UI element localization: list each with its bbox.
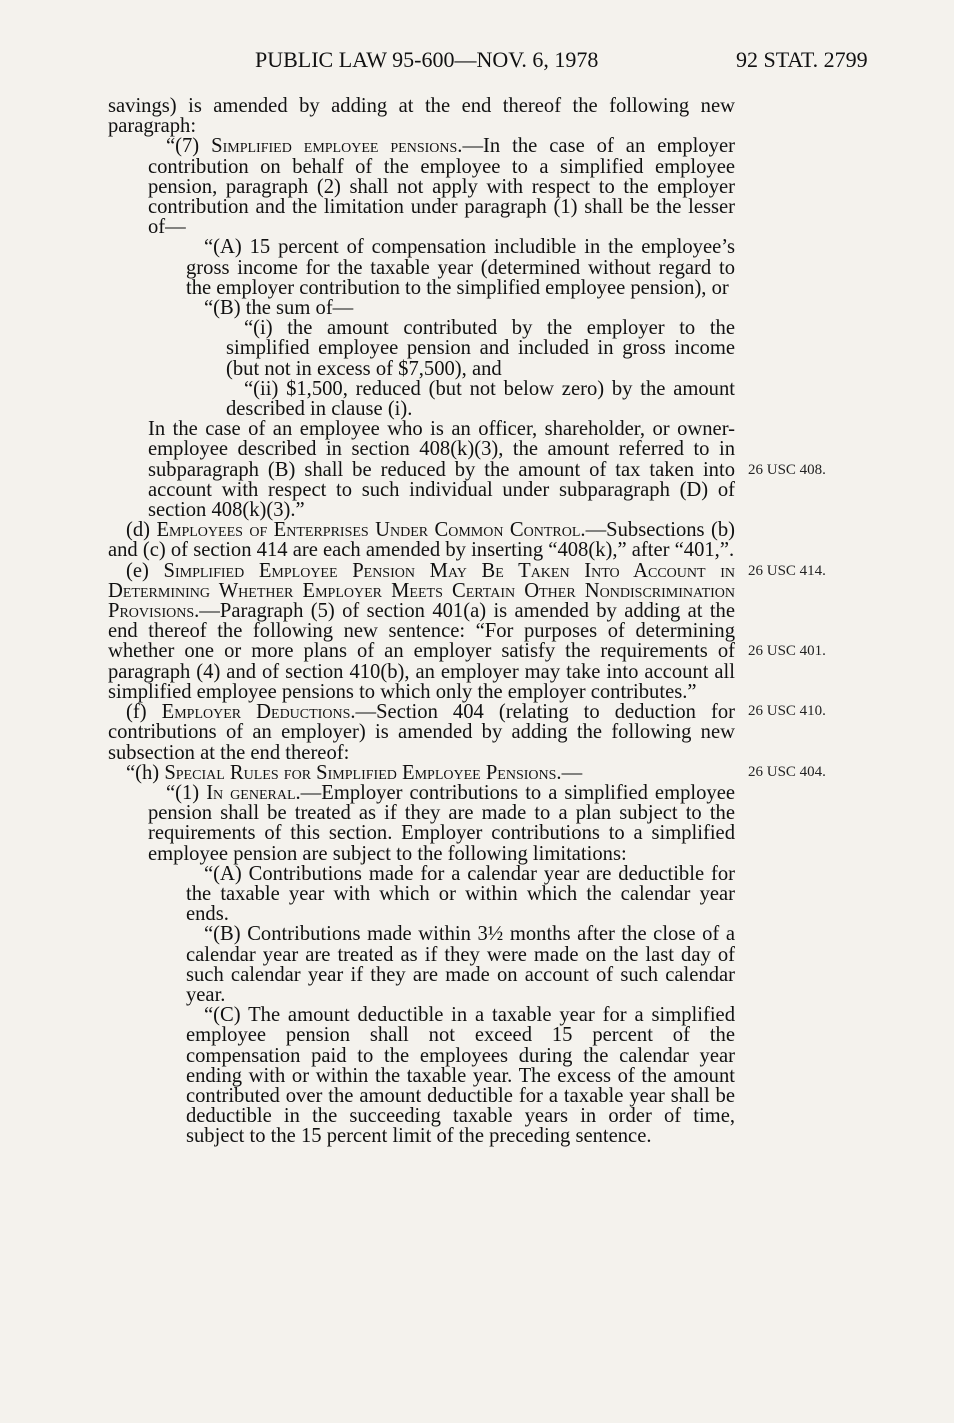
margin-citation: 26 USC 404. (748, 764, 826, 780)
h-subparagraph-A: “(A) Contributions made for a calendar year are deductible for the taxable year with which or within which the calendar year ends. (186, 862, 735, 926)
subsection-f (108, 702, 735, 763)
subsection-e-label: (e) (126, 559, 164, 582)
subsection-f-label: (f) (126, 701, 162, 724)
subsection-d-label: (d) (126, 519, 157, 542)
statute-text (108, 96, 735, 1147)
clause-i: “(i) the amount contributed by the employer to the simplified employee pension and included in gross income (but not in excess of $7,500), and (226, 317, 735, 380)
running-title: PUBLIC LAW 95-600—NOV. 6, 1978 (255, 47, 599, 72)
margin-citation: 26 USC 401. (748, 643, 826, 659)
subsection-e-text: .—Paragraph (5) of section 401(a) is amended by adding at the end thereof the following new sentence: “For purposes of determining whether one or more plans of an employer satisfy the requirements of paragraph (4) and of section 410(b), an employer may take into account all simplified employee pensions to which only the employer contributes.” (108, 600, 735, 703)
h-subparagraph-B: “(B) Contributions made within 3½ months after the close of a calendar year are treated as if they were made on the last day of such calendar year if they are made on account of such calendar year. (186, 923, 735, 1006)
subsection-d (108, 520, 735, 560)
subsection-d-text: .—Subsections (b) and (c) of section 414 are each amended by inserting “408(k),” after “401,”. (108, 519, 735, 562)
page-header (0, 47, 954, 77)
subsection-d-heading: Employees of Enterprises Under Common Control (156, 519, 581, 542)
paragraph-7-text: .—In the case of an employer contribution on behalf of the employee to a simplified employee pension, paragraph (2) shall not apply with respect to the employer contribution and the limitation under paragraph (1) shall be the lesser of— (148, 135, 735, 239)
subsection-h (108, 763, 735, 783)
subsection-h-heading: Special Rules for Simplified Employee Pensions (164, 761, 557, 784)
subparagraph-B: “(B) the sum of— (204, 297, 354, 320)
intro-paragraph: savings) is amended by adding at the end thereof the following new paragraph: (108, 95, 735, 138)
subsection-f-heading: Employer Deductions (161, 701, 351, 724)
subsection-e (108, 561, 735, 702)
subsection-h-label: “(h) (126, 761, 165, 784)
h-paragraph-1-text: .—Employer contributions to a simplified employee pension shall be treated as if they are made to a plan subject to the requirements of this section. Employer contributions to a simplified employee pension are subject to the following limitations: (148, 781, 735, 865)
h-paragraph-1-label: “(1) (166, 781, 207, 804)
subsection-f-text: .—Section 404 (relating to deduction for contributions of an employer) is amended by adding the following new subsection at the end thereof: (108, 701, 735, 764)
margin-citation: 26 USC 408. (748, 462, 826, 478)
page-number: 92 STAT. 2799 (736, 47, 868, 72)
subparagraph-A: “(A) 15 percent of compensation includible in the employee’s gross income for the taxable year (determined without regard to the employer contribution to the simplified employee pension), or (186, 236, 735, 299)
h-subparagraph-C: “(C) The amount deductible in a taxable year for a simplified employee pension shall not exceed 15 percent of the compensation paid to the employees during the calendar year ending with or within the taxable year. The excess of the amount contributed over the amount deductible for a taxable year shall be deductible in the succeeding taxable years in order of time, subject to the 15 percent limit of the preceding sentence. (186, 1004, 735, 1148)
margin-citation: 26 USC 410. (748, 703, 826, 719)
paragraph-7-closing: In the case of an employee who is an officer, shareholder, or owner-employee described in section 408(k)(3), the amount referred to in subparagraph (B) shall be reduced by the amount of tax taken into account with respect to such individual under subparagraph (D) of section 408(k)(3).” (148, 418, 735, 522)
subsection-h-text: .— (556, 761, 583, 784)
margin-citation: 26 USC 414. (748, 563, 826, 579)
paragraph-7-heading: Simplified employee pensions (211, 135, 458, 158)
paragraph-7-label: “(7) (166, 135, 212, 158)
subsection-e-heading: Simplified Employee Pension May Be Taken Into Account in Determining Whether Employer Meets Certain Other Nondiscrimination Provisions (108, 559, 735, 623)
paragraph-7 (108, 136, 735, 237)
h-paragraph-1-heading: In general (206, 781, 296, 804)
h-paragraph-1 (108, 783, 735, 864)
clause-ii: “(ii) $1,500, reduced (but not below zero) by the amount described in clause (i). (226, 377, 735, 421)
